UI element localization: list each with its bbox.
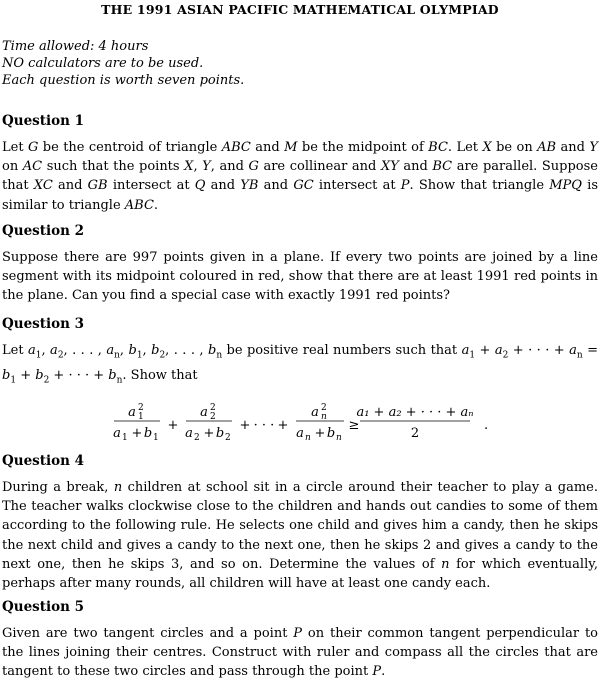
numerator-subscript: 2 <box>210 411 216 422</box>
math-symbol: X <box>482 140 492 155</box>
question-text: During a break, n children at school sit in a circle around their teacher to play a game. The teacher walks clockwise close to the children and hands out candies to some of them according to the following rule. He selects one child and gives him a candy, then he skips the next child and gives a candy to the next one, then he skips 2 and gives a candy to the next one, then he skips 3, and so on. Determine the values of n for which eventually, perhaps after many rounds, all children will have at least one candy each. <box>2 480 598 592</box>
math-symbol: $b_n$ <box>108 367 123 386</box>
denominator-term: b <box>215 425 225 441</box>
math-symbol: XC <box>33 178 53 194</box>
document-title: THE 1991 ASIAN PACIFIC MATHEMATICAL OLYMPIAD <box>101 2 499 17</box>
plus-sign: + <box>239 417 251 433</box>
math-symbol: Y <box>589 140 598 155</box>
denominator-subscript: n <box>305 432 311 443</box>
math-symbol: $a_n$ <box>569 343 583 361</box>
math-symbol: XY <box>380 159 399 175</box>
denominator-subscript: 2 <box>194 432 200 443</box>
question-text: Let G be the centroid of triangle ABC and M be the midpoint of BC. Let X be on AB and Y on AC such that the points X, Y, and G are collinear and XY and BC are parallel. Suppose that XC and GB intersect at Q and YB and GC intersect at P. Show that triangle MPQ is similar to triangle ABC. <box>2 140 598 213</box>
denominator-subscript: 1 <box>153 432 159 443</box>
math-symbol: P <box>372 664 382 680</box>
numerator-base: a <box>200 404 208 420</box>
plus-sign: + <box>167 417 179 433</box>
numerator-superscript: 2 <box>210 402 216 413</box>
numerator-base: a <box>128 404 136 420</box>
numerator-base: a <box>311 404 319 420</box>
math-symbol: Y <box>202 159 211 175</box>
rhs-numerator: a₁ + a₂ + · · · + aₙ <box>356 404 474 420</box>
relation-sign: ≥ <box>348 417 360 433</box>
question-4 <box>2 452 598 593</box>
denominator-plus: + <box>314 425 326 441</box>
question-5 <box>2 598 598 682</box>
question-text: Suppose there are 997 points given in a plane. If every two points are joined by a line segment with its midpoint coloured in red, show that there are at least 1991 red points in the plane. Can you find a special case with exactly 1991 red points? <box>2 250 598 304</box>
display-equation <box>2 397 598 447</box>
denominator-term: a <box>113 425 121 441</box>
denominator-plus: + <box>203 425 215 441</box>
question-heading: Question 5 <box>2 599 85 615</box>
math-symbol: G <box>248 159 259 175</box>
math-symbol: $b_1$ <box>2 367 17 386</box>
denominator-subscript: 1 <box>122 432 128 443</box>
numerator-superscript: 2 <box>321 402 327 413</box>
math-symbol: YB <box>240 178 259 194</box>
denominator-term: b <box>143 425 153 441</box>
math-symbol: n <box>113 480 123 495</box>
denominator-subscript: n <box>336 432 342 443</box>
equation-svg <box>2 397 598 447</box>
denominator-plus: + <box>131 425 143 441</box>
math-symbol: P <box>293 626 303 641</box>
math-symbol: AC <box>22 159 43 175</box>
math-symbol: GB <box>87 178 108 194</box>
plus-sign: + <box>277 417 289 433</box>
rhs-denominator: 2 <box>410 425 420 441</box>
question-1 <box>2 112 598 215</box>
math-symbol: $a_2$ <box>50 343 64 361</box>
math-symbol: ABC <box>221 140 251 155</box>
math-symbol: Q <box>194 178 206 194</box>
question-heading: Question 1 <box>2 113 85 129</box>
math-symbol: $b_1$ <box>128 343 143 361</box>
numerator-superscript: 2 <box>138 402 144 413</box>
math-symbol: $b_n$ <box>207 343 223 361</box>
math-symbol: AB <box>537 140 557 155</box>
denominator-term: a <box>185 425 193 441</box>
instruction-calculators: NO calculators are to be used. <box>2 56 204 71</box>
math-symbol: P <box>400 178 410 194</box>
math-symbol: X <box>184 159 194 175</box>
question-2 <box>2 222 598 306</box>
document-page <box>2 0 598 678</box>
math-symbol: $a_1$ <box>461 343 476 361</box>
math-symbol: ABC <box>124 197 154 213</box>
denominator-term: b <box>326 425 336 441</box>
question-text: Let $a_1$, $a_2$, . . . , $a_n$, $b_1$, $b_2$, . . . , $b_n$ be positive real numbers such that $a_1 + a_2$ + · · · + $a_n = b_1 + b_2$ + · · · + $b_n$. Show that <box>2 343 598 386</box>
question-heading: Question 3 <box>2 316 85 332</box>
math-symbol: $a_2$ <box>494 343 509 361</box>
ellipsis: · · · <box>253 417 275 433</box>
numerator-subscript: 1 <box>138 411 144 422</box>
math-symbol: $b_2$ <box>35 367 50 386</box>
question-heading: Question 2 <box>2 223 85 239</box>
math-symbol: $a_n$ <box>106 343 120 361</box>
numerator-subscript: n <box>321 411 327 422</box>
math-symbol: BC <box>428 140 448 155</box>
math-symbol: GC <box>293 178 314 194</box>
exam-instructions <box>2 38 598 89</box>
math-symbol: BC <box>432 159 453 175</box>
instruction-time: Time allowed: 4 hours <box>2 39 149 54</box>
equation-period: . <box>484 417 489 433</box>
math-symbol: G <box>27 140 39 155</box>
denominator-term: a <box>296 425 304 441</box>
math-symbol: n <box>441 556 450 572</box>
instruction-points: Each question is worth seven points. <box>2 73 245 88</box>
question-3 <box>2 315 598 447</box>
math-symbol: M <box>284 140 298 155</box>
math-symbol: MPQ <box>549 178 582 194</box>
math-symbol: $a_1$ <box>27 343 42 361</box>
question-heading: Question 4 <box>2 453 85 469</box>
question-text: Given are two tangent circles and a point P on their common tangent perpendicular to the lines joining their centres. Construct with ruler and compass all the circles that are tangent to these two circles and pass through the point P. <box>2 626 598 680</box>
denominator-subscript: 2 <box>225 432 231 443</box>
math-symbol: $b_2$ <box>151 343 166 361</box>
